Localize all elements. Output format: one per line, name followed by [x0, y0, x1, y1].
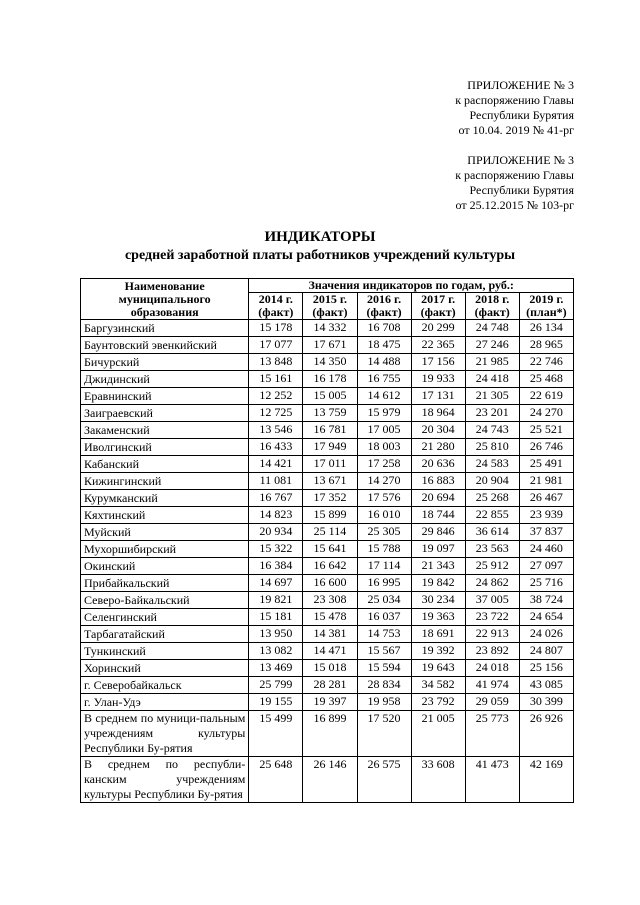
value-cell: 15 005: [303, 388, 357, 405]
value-cell: 19 958: [357, 694, 411, 711]
municipality-name: Джидинский: [81, 371, 249, 388]
value-cell: 15 178: [249, 320, 303, 337]
value-cell: 23 892: [465, 643, 519, 660]
value-cell: 17 156: [411, 354, 465, 371]
value-cell: 16 433: [249, 439, 303, 456]
table-row: [81, 320, 574, 337]
value-cell: 17 258: [357, 456, 411, 473]
table-row: [81, 660, 574, 677]
table-row: [81, 507, 574, 524]
value-cell: 25 799: [249, 677, 303, 694]
year-label: 2014 г.: [258, 292, 293, 306]
appendix-current-line1: ПРИЛОЖЕНИЕ № 3: [467, 78, 574, 92]
value-cell: 17 131: [411, 388, 465, 405]
appendix-current-line4: от 10.04. 2019 № 41-рг: [458, 123, 574, 137]
value-cell: 18 003: [357, 439, 411, 456]
year-kind: (факт): [312, 305, 348, 319]
table-row: [81, 337, 574, 354]
value-cell: 25 034: [357, 592, 411, 609]
value-cell: 23 563: [465, 541, 519, 558]
value-cell: 20 694: [411, 490, 465, 507]
value-cell: 17 005: [357, 422, 411, 439]
value-cell: 16 037: [357, 609, 411, 626]
municipality-name: Северо-Байкальский: [81, 592, 249, 609]
value-cell: 19 842: [411, 575, 465, 592]
value-cell: 19 097: [411, 541, 465, 558]
value-cell: 17 077: [249, 337, 303, 354]
year-kind: (факт): [258, 305, 294, 319]
value-cell: 15 788: [357, 541, 411, 558]
value-cell: 12 252: [249, 388, 303, 405]
municipality-name: В среднем по муници-пальным учреждениям культуры Республики Бу-рятия: [81, 711, 249, 757]
value-cell: 28 281: [303, 677, 357, 694]
value-cell: 25 716: [519, 575, 573, 592]
municipality-name: Заиграевский: [81, 405, 249, 422]
table-row: [81, 558, 574, 575]
value-cell: 15 018: [303, 660, 357, 677]
value-cell: 20 636: [411, 456, 465, 473]
year-label: 2015 г.: [312, 292, 347, 306]
year-label: 2017 г.: [421, 292, 456, 306]
value-cell: 20 934: [249, 524, 303, 541]
municipality-name: Кабанский: [81, 456, 249, 473]
value-cell: 15 979: [357, 405, 411, 422]
value-cell: 25 648: [249, 757, 303, 803]
value-cell: 18 744: [411, 507, 465, 524]
municipality-name: Тункинский: [81, 643, 249, 660]
year-header: [303, 293, 357, 320]
value-cell: 14 753: [357, 626, 411, 643]
value-cell: 21 985: [465, 354, 519, 371]
value-cell: 19 643: [411, 660, 465, 677]
value-cell: 17 576: [357, 490, 411, 507]
value-cell: 25 156: [519, 660, 573, 677]
appendix-original-line1: ПРИЛОЖЕНИЕ № 3: [467, 153, 574, 167]
value-cell: 14 270: [357, 473, 411, 490]
municipality-name: г. Северобайкальск: [81, 677, 249, 694]
year-header: [249, 293, 303, 320]
municipality-name: Селенгинский: [81, 609, 249, 626]
value-cell: 19 397: [303, 694, 357, 711]
value-cell: 29 059: [465, 694, 519, 711]
table-row: [81, 422, 574, 439]
appendix-original: [455, 153, 574, 213]
municipality-name: г. Улан-Удэ: [81, 694, 249, 711]
value-cell: 26 926: [519, 711, 573, 757]
value-cell: 16 708: [357, 320, 411, 337]
column-header-municipality: Наименование муниципального образования: [81, 279, 249, 320]
column-header-values: Значения индикаторов по годам, руб.:: [249, 279, 574, 293]
value-cell: 13 546: [249, 422, 303, 439]
municipality-name: В среднем по республи-канским учреждениям культуры Республики Бу-рятия: [81, 757, 249, 803]
value-cell: 17 114: [357, 558, 411, 575]
value-cell: 22 746: [519, 354, 573, 371]
value-cell: 24 018: [465, 660, 519, 677]
value-cell: 24 270: [519, 405, 573, 422]
value-cell: 16 642: [303, 558, 357, 575]
value-cell: 25 773: [465, 711, 519, 757]
value-cell: 38 724: [519, 592, 573, 609]
value-cell: 24 862: [465, 575, 519, 592]
value-cell: 27 097: [519, 558, 573, 575]
value-cell: 13 671: [303, 473, 357, 490]
appendix-current-line3: Республики Бурятия: [469, 108, 574, 122]
year-label: 2018 г.: [475, 292, 510, 306]
year-kind: (план*): [526, 305, 567, 319]
appendix-original-line4: от 25.12.2015 № 103-рг: [455, 198, 574, 212]
value-cell: 26 746: [519, 439, 573, 456]
value-cell: 14 421: [249, 456, 303, 473]
table-row: [81, 626, 574, 643]
value-cell: 37 837: [519, 524, 573, 541]
value-cell: 15 899: [303, 507, 357, 524]
value-cell: 13 950: [249, 626, 303, 643]
value-cell: 13 848: [249, 354, 303, 371]
value-cell: 23 201: [465, 405, 519, 422]
value-cell: 15 641: [303, 541, 357, 558]
value-cell: 24 026: [519, 626, 573, 643]
value-cell: 23 939: [519, 507, 573, 524]
municipality-name: Курумканский: [81, 490, 249, 507]
value-cell: 24 748: [465, 320, 519, 337]
value-cell: 19 155: [249, 694, 303, 711]
municipality-name: Хоринский: [81, 660, 249, 677]
value-cell: 25 810: [465, 439, 519, 456]
value-cell: 20 304: [411, 422, 465, 439]
value-cell: 13 469: [249, 660, 303, 677]
value-cell: 21 305: [465, 388, 519, 405]
value-cell: 24 418: [465, 371, 519, 388]
value-cell: 16 384: [249, 558, 303, 575]
value-cell: 26 467: [519, 490, 573, 507]
table-row: [81, 439, 574, 456]
value-cell: 29 846: [411, 524, 465, 541]
value-cell: 23 792: [411, 694, 465, 711]
value-cell: 21 343: [411, 558, 465, 575]
value-cell: 25 491: [519, 456, 573, 473]
value-cell: 14 823: [249, 507, 303, 524]
table-row: [81, 575, 574, 592]
value-cell: 25 305: [357, 524, 411, 541]
value-cell: 17 352: [303, 490, 357, 507]
value-cell: 12 725: [249, 405, 303, 422]
value-cell: 25 268: [465, 490, 519, 507]
value-cell: 14 612: [357, 388, 411, 405]
value-cell: 21 981: [519, 473, 573, 490]
value-cell: 14 697: [249, 575, 303, 592]
value-cell: 21 005: [411, 711, 465, 757]
document-title: ИНДИКАТОРЫ: [264, 229, 376, 245]
table-row: [81, 405, 574, 422]
value-cell: 15 478: [303, 609, 357, 626]
value-cell: 15 567: [357, 643, 411, 660]
document-subtitle: средней заработной платы работников учреждений культуры: [124, 248, 516, 263]
value-cell: 42 169: [519, 757, 573, 803]
value-cell: 13 759: [303, 405, 357, 422]
value-cell: 11 081: [249, 473, 303, 490]
year-kind: (факт): [474, 305, 510, 319]
table-row: [81, 473, 574, 490]
summary-row: [81, 711, 574, 757]
table-row: [81, 694, 574, 711]
value-cell: 30 399: [519, 694, 573, 711]
table-row: [81, 524, 574, 541]
value-cell: 19 933: [411, 371, 465, 388]
value-cell: 15 594: [357, 660, 411, 677]
value-cell: 23 308: [303, 592, 357, 609]
municipality-name: Тарбагатайский: [81, 626, 249, 643]
table-row: [81, 643, 574, 660]
table-row: [81, 388, 574, 405]
value-cell: 23 722: [465, 609, 519, 626]
value-cell: 30 234: [411, 592, 465, 609]
value-cell: 14 488: [357, 354, 411, 371]
value-cell: 28 834: [357, 677, 411, 694]
value-cell: 24 654: [519, 609, 573, 626]
appendix-current-line2: к распоряжению Главы: [455, 93, 574, 107]
value-cell: 19 821: [249, 592, 303, 609]
value-cell: 16 781: [303, 422, 357, 439]
value-cell: 17 011: [303, 456, 357, 473]
table-row: [81, 677, 574, 694]
value-cell: 22 619: [519, 388, 573, 405]
value-cell: 22 365: [411, 337, 465, 354]
value-cell: 22 913: [465, 626, 519, 643]
value-cell: 26 146: [303, 757, 357, 803]
value-cell: 26 134: [519, 320, 573, 337]
table-row: [81, 456, 574, 473]
value-cell: 27 246: [465, 337, 519, 354]
year-label: 2016 г.: [366, 292, 402, 306]
value-cell: 17 520: [357, 711, 411, 757]
year-header: [465, 293, 519, 320]
value-cell: 16 899: [303, 711, 357, 757]
value-cell: 33 608: [411, 757, 465, 803]
table-row: [81, 592, 574, 609]
value-cell: 16 178: [303, 371, 357, 388]
municipality-name: Баунтовский эвенкийский: [81, 337, 249, 354]
value-cell: 20 904: [465, 473, 519, 490]
value-cell: 37 005: [465, 592, 519, 609]
value-cell: 18 475: [357, 337, 411, 354]
value-cell: 16 010: [357, 507, 411, 524]
value-cell: 21 280: [411, 439, 465, 456]
value-cell: 16 995: [357, 575, 411, 592]
municipality-name: Кижингинский: [81, 473, 249, 490]
value-cell: 24 460: [519, 541, 573, 558]
value-cell: 24 583: [465, 456, 519, 473]
value-cell: 41 473: [465, 757, 519, 803]
table-body: [81, 320, 574, 803]
municipality-name: Окинский: [81, 558, 249, 575]
value-cell: 26 575: [357, 757, 411, 803]
value-cell: 13 082: [249, 643, 303, 660]
municipality-name: Мухоршибирский: [81, 541, 249, 558]
table-row: [81, 490, 574, 507]
appendix-original-line2: к распоряжению Главы: [455, 168, 574, 182]
value-cell: 15 181: [249, 609, 303, 626]
value-cell: 14 350: [303, 354, 357, 371]
value-cell: 41 974: [465, 677, 519, 694]
year-header: [357, 293, 411, 320]
year-kind: (факт): [366, 305, 402, 319]
municipality-name: Бичурский: [81, 354, 249, 371]
year-label: 2019 г.: [529, 292, 564, 306]
appendix-current: [455, 78, 574, 138]
table-row: [81, 354, 574, 371]
value-cell: 14 332: [303, 320, 357, 337]
value-cell: 15 161: [249, 371, 303, 388]
value-cell: 16 883: [411, 473, 465, 490]
value-cell: 19 363: [411, 609, 465, 626]
table-row: [81, 609, 574, 626]
municipality-name: Прибайкальский: [81, 575, 249, 592]
value-cell: 24 743: [465, 422, 519, 439]
value-cell: 15 322: [249, 541, 303, 558]
value-cell: 25 521: [519, 422, 573, 439]
value-cell: 22 855: [465, 507, 519, 524]
value-cell: 34 582: [411, 677, 465, 694]
municipality-name: Муйский: [81, 524, 249, 541]
value-cell: 19 392: [411, 643, 465, 660]
value-cell: 14 381: [303, 626, 357, 643]
municipality-name: Еравнинский: [81, 388, 249, 405]
year-kind: (факт): [420, 305, 456, 319]
summary-row: [81, 757, 574, 803]
year-header: [519, 293, 573, 320]
indicators-table: [80, 278, 574, 803]
value-cell: 36 614: [465, 524, 519, 541]
municipality-name: Иволгинский: [81, 439, 249, 456]
value-cell: 43 085: [519, 677, 573, 694]
value-cell: 16 600: [303, 575, 357, 592]
year-header: [411, 293, 465, 320]
value-cell: 24 807: [519, 643, 573, 660]
value-cell: 18 964: [411, 405, 465, 422]
appendix-original-line3: Республики Бурятия: [469, 183, 574, 197]
table-row: [81, 541, 574, 558]
value-cell: 18 691: [411, 626, 465, 643]
value-cell: 16 755: [357, 371, 411, 388]
value-cell: 25 912: [465, 558, 519, 575]
value-cell: 25 114: [303, 524, 357, 541]
value-cell: 25 468: [519, 371, 573, 388]
municipality-name: Закаменский: [81, 422, 249, 439]
value-cell: 20 299: [411, 320, 465, 337]
value-cell: 16 767: [249, 490, 303, 507]
value-cell: 17 671: [303, 337, 357, 354]
value-cell: 28 965: [519, 337, 573, 354]
value-cell: 14 471: [303, 643, 357, 660]
municipality-name: Кяхтинский: [81, 507, 249, 524]
municipality-name: Баргузинский: [81, 320, 249, 337]
value-cell: 15 499: [249, 711, 303, 757]
table-row: [81, 371, 574, 388]
value-cell: 17 949: [303, 439, 357, 456]
